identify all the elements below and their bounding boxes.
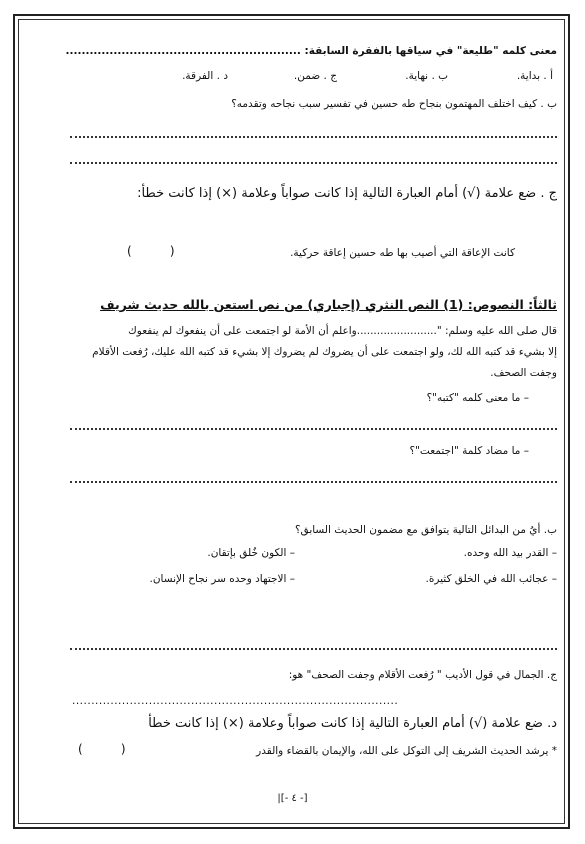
question-c-statement: كانت الإعاقة التي أصيب بها طه حسين إعاقة حركية. bbox=[290, 247, 515, 259]
alternative-1: – القدر بيد الله وحده. bbox=[463, 547, 557, 559]
question-c-instruction: ج . ضع علامة (√) أمام العبارة التالية إذا كانت صواباً وعلامة (×) إذا كانت خطأ: bbox=[137, 186, 557, 201]
page-number: |[- ٤ -] bbox=[277, 793, 308, 804]
meaning-question-label: معنى كلمه "طليعة" في سياقها بالفقرة السابقة: bbox=[304, 45, 557, 57]
alternative-4: – الاجتهاد وحده سر نجاح الإنسان. bbox=[149, 573, 295, 585]
answer-parentheses-c: ( ) bbox=[127, 244, 175, 258]
question-opposite-ijtamaat: – ما مضاد كلمة "اجتمعت"؟ bbox=[409, 445, 529, 457]
question-b: ب . كيف اختلف المهتمون بنجاح طه حسين في تفسير سبب نجاحه وتقدمه؟ bbox=[231, 98, 557, 110]
answer-parentheses-d: ( ) bbox=[78, 742, 126, 756]
meaning-question bbox=[66, 44, 557, 58]
answer-line-1 bbox=[70, 136, 557, 138]
answer-line-4 bbox=[70, 481, 557, 483]
question-meaning-katabahu: – ما معنى كلمه "كتبه"؟ bbox=[426, 392, 529, 404]
option-d: د . الفرقة. bbox=[182, 70, 228, 82]
section-heading: ثالثاً: النصوص: (1) النص النثري (إجباري) من نص استعن بالله حديث شريف bbox=[100, 297, 557, 312]
hadith-line-1: قال صلى الله عليه وسلم: "........................واعلم أن الأمة لو اجتمعت على أن ينفعوك لم ينفعوك bbox=[128, 325, 557, 337]
question-alternatives: ب. أيُ من البدائل التالية يتوافق مع مضمون الحديث السابق؟ bbox=[294, 524, 557, 536]
answer-line-5 bbox=[70, 648, 557, 650]
option-a: أ . بداية. bbox=[516, 70, 553, 82]
hadith-line-2: إلا بشيء قد كتبه الله لك، ولو اجتمعت على أن يضروك لم يضروك إلا بشيء قد كتبه الله عليك، رُفعت الأقلام bbox=[92, 346, 557, 358]
question-d-instruction: د. ضع علامة (√) أمام العبارة التالية إذا كانت صواباً وعلامة (×) إذا كانت خطأ bbox=[148, 716, 557, 731]
alternative-2: – الكون خُلق بإتقان. bbox=[207, 547, 295, 559]
question-d-statement: * يرشد الحديث الشريف إلى التوكل على الله، والإيمان بالقضاء والقدر bbox=[256, 745, 557, 757]
option-b: ب . نهاية. bbox=[405, 70, 448, 82]
meaning-answer-dots: ........................................................... bbox=[65, 45, 301, 57]
question-beauty: ج. الجمال في قول الأديب " رُفعت الأقلام وجفت الصحف" هو: bbox=[288, 669, 557, 681]
hadith-line-3: وجفت الصحف. bbox=[490, 367, 557, 379]
beauty-answer-dots: ..................................................................................... bbox=[72, 695, 399, 707]
answer-line-3 bbox=[70, 428, 557, 430]
option-c: ج . ضمن. bbox=[293, 70, 337, 82]
answer-line-2 bbox=[70, 162, 557, 164]
alternative-3: – عجائب الله في الخلق كثيرة. bbox=[425, 573, 557, 585]
